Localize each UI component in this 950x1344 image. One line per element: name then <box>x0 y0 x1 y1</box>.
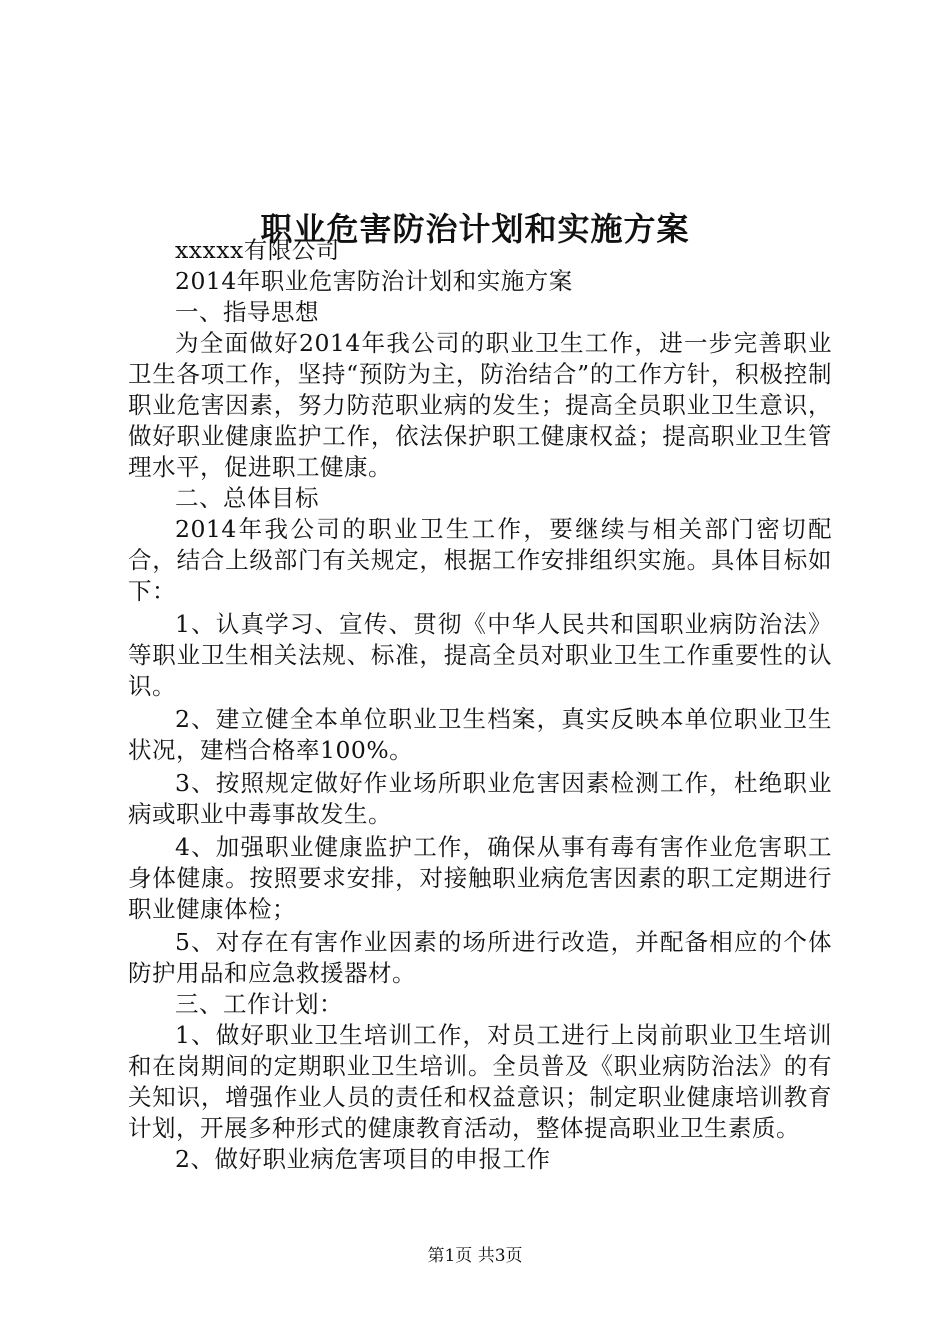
goal-item-5: 5、对存在有害作业因素的场所进行改造，并配备相应的个体防护用品和应急救援器材。 <box>128 928 832 987</box>
section-heading-1: 一、指导思想 <box>175 298 319 326</box>
page-footer: 第1页 共3页 <box>427 1246 523 1266</box>
document-body <box>128 235 832 1175</box>
plan-item-1: 1、做好职业卫生培训工作，对员工进行上岗前职业卫生培训和在岗期间的定期职业卫生培训。全员普及《职业病防治法》的有关知识，增强作业人员的责任和权益意识；制定职业健康培训教育计划，开展多种形式的健康教育活动，整体提高职业卫生素质。 <box>128 1021 832 1142</box>
company-name: xxxxx有限公司 <box>175 236 340 264</box>
goal-item-4: 4、加强职业健康监护工作，确保从事有毒有害作业危害职工身体健康。按照要求安排，对接触职业病危害因素的职工定期进行职业健康体检； <box>128 833 832 923</box>
plan-subtitle: 2014年职业危害防治计划和实施方案 <box>175 267 573 295</box>
goal-item-1: 1、认真学习、宣传、贯彻《中华人民共和国职业病防治法》等职业卫生相关法规、标准，提高全员对职业卫生工作重要性的认识。 <box>128 610 832 700</box>
plan-item-2: 2、做好职业病危害项目的申报工作 <box>175 1145 551 1173</box>
section-heading-2: 二、总体目标 <box>175 484 319 512</box>
paragraph-overall-goal: 2014年我公司的职业卫生工作，要继续与相关部门密切配合，结合上级部门有关规定，根据工作安排组织实施。具体目标如下： <box>128 515 832 605</box>
document-title: 职业危害防治计划和实施方案 <box>260 210 690 249</box>
paragraph-guiding-thought: 为全面做好2014年我公司的职业卫生工作，进一步完善职业卫生各项工作，坚持“预防为主，防治结合”的工作方针，积极控制职业危害因素，努力防范职业病的发生；提高全员职业卫生意识，做好职业健康监护工作，依法保护职工健康权益；提高职业卫生管理水平，促进职工健康。 <box>128 329 832 481</box>
goal-item-2: 2、建立健全本单位职业卫生档案，真实反映本单位职业卫生状况，建档合格率100%。 <box>128 705 832 764</box>
section-heading-3: 三、工作计划： <box>175 990 343 1018</box>
goal-item-3: 3、按照规定做好作业场所职业危害因素检测工作，杜绝职业病或职业中毒事故发生。 <box>128 769 832 828</box>
